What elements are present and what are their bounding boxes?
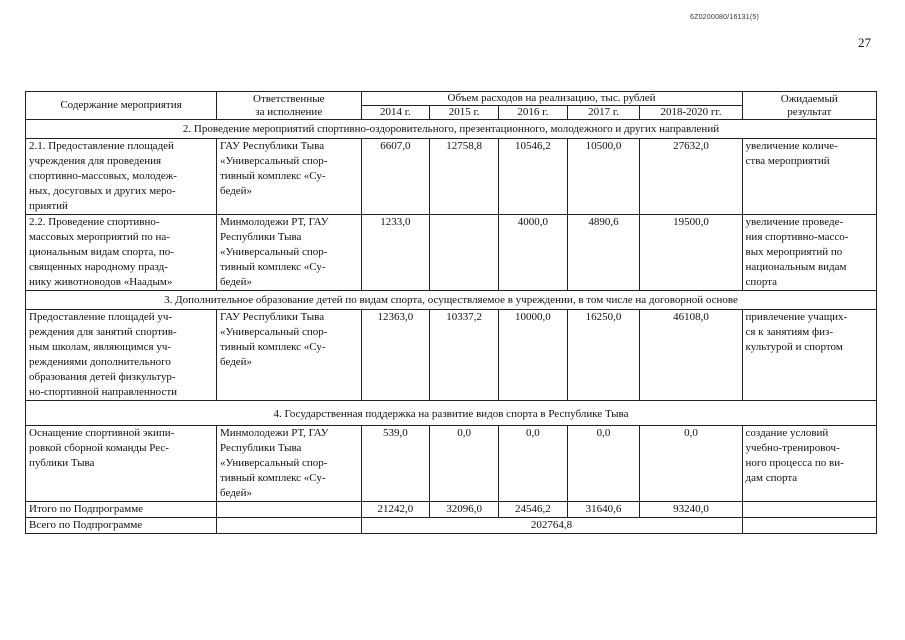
- table-row: [26, 215, 877, 291]
- row-responsible-line: Минмолодежи РТ, ГАУ: [220, 216, 329, 228]
- row-value-2018-2020: 19500,0: [640, 215, 742, 291]
- subtotal-value-2017: 31640,6: [567, 502, 640, 518]
- row-responsible: [217, 215, 362, 291]
- row-content-line: реждениями дополнительного: [29, 356, 171, 368]
- row-value-2015: 10337,2: [430, 310, 499, 401]
- subtotal-empty-cell: [742, 502, 876, 518]
- row-result: [742, 310, 876, 401]
- row-value-2016: 10000,0: [498, 310, 567, 401]
- row-content-line: Предоставление площадей уч-: [29, 311, 173, 323]
- document-code: 6Z0200080/16131(5): [690, 14, 759, 21]
- column-header-year: 2018-2020 гг.: [640, 106, 742, 120]
- row-responsible: [217, 426, 362, 502]
- row-value-2015: [430, 215, 499, 291]
- row-value-2014: 12363,0: [361, 310, 430, 401]
- row-result-line: национальным видам: [745, 261, 847, 273]
- row-responsible-line: бедей»: [220, 487, 253, 499]
- row-content: [26, 139, 217, 215]
- row-value-2014: 539,0: [361, 426, 430, 502]
- row-responsible-line: тивный комплекс «Су-: [220, 170, 326, 182]
- row-value-2017: 16250,0: [567, 310, 640, 401]
- row-content-line: ным школам, являющимся уч-: [29, 341, 172, 353]
- column-header-expected-line2: результат: [787, 105, 832, 118]
- grand-total-empty-cell: [217, 518, 362, 534]
- row-value-2014: 6607,0: [361, 139, 430, 215]
- row-content-line: но-спортивной направленности: [29, 386, 178, 398]
- row-responsible: [217, 310, 362, 401]
- row-responsible-line: Республики Тыва: [220, 442, 302, 454]
- row-result-line: вых мероприятий по: [745, 246, 843, 258]
- column-header-volume: Объем расходов на реализацию, тыс. рублей: [361, 92, 742, 106]
- row-result-line: ства мероприятий: [745, 155, 830, 167]
- row-result-line: ния спортивно-массо-: [745, 231, 849, 243]
- row-responsible-line: «Универсальный спор-: [220, 326, 328, 338]
- section-title: 4. Государственная поддержка на развитие видов спорта в Республике Тыва: [26, 401, 877, 426]
- grand-total-row: [26, 518, 877, 534]
- row-content-line: священных народному празд-: [29, 261, 168, 273]
- row-content-line: 2.2. Проведение спортивно-: [29, 216, 160, 228]
- row-responsible-line: бедей»: [220, 356, 253, 368]
- row-value-2017: 10500,0: [567, 139, 640, 215]
- row-result-line: увеличение количе-: [745, 140, 838, 152]
- column-header-expected: [742, 92, 876, 120]
- row-responsible-line: Республики Тыва: [220, 231, 302, 243]
- row-value-2017: 0,0: [567, 426, 640, 502]
- row-responsible-line: «Универсальный спор-: [220, 155, 328, 167]
- row-responsible-line: тивный комплекс «Су-: [220, 341, 326, 353]
- row-content: [26, 426, 217, 502]
- column-header-responsible-line1: Ответственные: [253, 92, 325, 105]
- table-row: [26, 310, 877, 401]
- row-responsible-line: бедей»: [220, 185, 253, 197]
- column-header-responsible-line2: за исполнение: [255, 105, 323, 118]
- row-value-2016: 0,0: [498, 426, 567, 502]
- subtotal-label: Итого по Подпрограмме: [26, 502, 217, 518]
- row-result-line: учебно-тренировоч-: [745, 442, 840, 454]
- table-row: [26, 426, 877, 502]
- row-result-line: привлечение учащих-: [745, 311, 848, 323]
- row-value-2015: 0,0: [430, 426, 499, 502]
- row-content: [26, 310, 217, 401]
- section-title: 3. Дополнительное образование детей по видам спорта, осуществляемое в учреждении, в том числе на договорной основе: [26, 291, 877, 310]
- row-value-2016: 10546,2: [498, 139, 567, 215]
- page-number: 27: [858, 35, 871, 50]
- row-content-line: циональным видам спорта, по-: [29, 246, 174, 258]
- row-result: [742, 426, 876, 502]
- row-result-line: ного процесса по ви-: [745, 457, 844, 469]
- row-responsible-line: тивный комплекс «Су-: [220, 472, 326, 484]
- row-content-line: 2.1. Предоставление площадей: [29, 140, 174, 152]
- row-content-line: учреждения для проведения: [29, 155, 162, 167]
- row-content-line: Оснащение спортивной экипи-: [29, 427, 175, 439]
- row-responsible-line: ГАУ Республики Тыва: [220, 311, 325, 323]
- grand-total-empty-cell: [742, 518, 876, 534]
- row-value-2016: 4000,0: [498, 215, 567, 291]
- column-header-year: 2015 г.: [430, 106, 499, 120]
- row-content-line: публики Тыва: [29, 457, 95, 469]
- subtotal-value-2018-2020: 93240,0: [640, 502, 742, 518]
- row-content-line: ных, досуговых и других меро-: [29, 185, 176, 197]
- row-responsible-line: Минмолодежи РТ, ГАУ: [220, 427, 329, 439]
- row-content-line: образования детей физкультур-: [29, 371, 176, 383]
- row-result: [742, 139, 876, 215]
- row-responsible-line: «Универсальный спор-: [220, 457, 328, 469]
- row-content: [26, 215, 217, 291]
- column-header-year: 2014 г.: [361, 106, 430, 120]
- column-header-content: Содержание мероприятия: [26, 92, 217, 120]
- row-content-line: нику животноводов «Наадым»: [29, 276, 173, 288]
- row-value-2017: 4890,6: [567, 215, 640, 291]
- row-responsible: [217, 139, 362, 215]
- grand-total-value: 202764,8: [361, 518, 742, 534]
- row-result: [742, 215, 876, 291]
- grand-total-label: Всего по Подпрограмме: [26, 518, 217, 534]
- row-value-2018-2020: 27632,0: [640, 139, 742, 215]
- row-responsible-line: бедей»: [220, 276, 253, 288]
- row-content-line: приятий: [29, 200, 68, 212]
- row-result-line: дам спорта: [745, 472, 798, 484]
- row-value-2014: 1233,0: [361, 215, 430, 291]
- row-result-line: создание условий: [745, 427, 829, 439]
- row-result-line: увеличение проведе-: [745, 216, 844, 228]
- row-responsible-line: «Универсальный спор-: [220, 246, 328, 258]
- subtotal-row: [26, 502, 877, 518]
- row-value-2015: 12758,8: [430, 139, 499, 215]
- section-title: 2. Проведение мероприятий спортивно-оздоровительного, презентационного, молодежного и других направлений: [26, 120, 877, 139]
- table-row: [26, 139, 877, 215]
- column-header-year: 2016 г.: [498, 106, 567, 120]
- row-result-line: ся к занятиям физ-: [745, 326, 833, 338]
- subtotal-value-2014: 21242,0: [361, 502, 430, 518]
- subtotal-value-2015: 32096,0: [430, 502, 499, 518]
- subtotal-value-2016: 24546,2: [498, 502, 567, 518]
- row-content-line: массовых мероприятий по на-: [29, 231, 170, 243]
- column-header-expected-line1: Ожидаемый: [780, 92, 838, 105]
- row-content-line: спортивно-массовых, молодеж-: [29, 170, 177, 182]
- row-responsible-line: тивный комплекс «Су-: [220, 261, 326, 273]
- row-result-line: спорта: [745, 276, 777, 288]
- column-header-year: 2017 г.: [567, 106, 640, 120]
- expenses-table: [25, 91, 877, 534]
- row-content-line: ровкой сборной команды Рес-: [29, 442, 169, 454]
- row-value-2018-2020: 0,0: [640, 426, 742, 502]
- subtotal-empty-cell: [217, 502, 362, 518]
- row-responsible-line: ГАУ Республики Тыва: [220, 140, 325, 152]
- row-content-line: реждения для занятий спортив-: [29, 326, 177, 338]
- row-result-line: культурой и спортом: [745, 341, 843, 353]
- column-header-responsible: [217, 92, 362, 120]
- row-value-2018-2020: 46108,0: [640, 310, 742, 401]
